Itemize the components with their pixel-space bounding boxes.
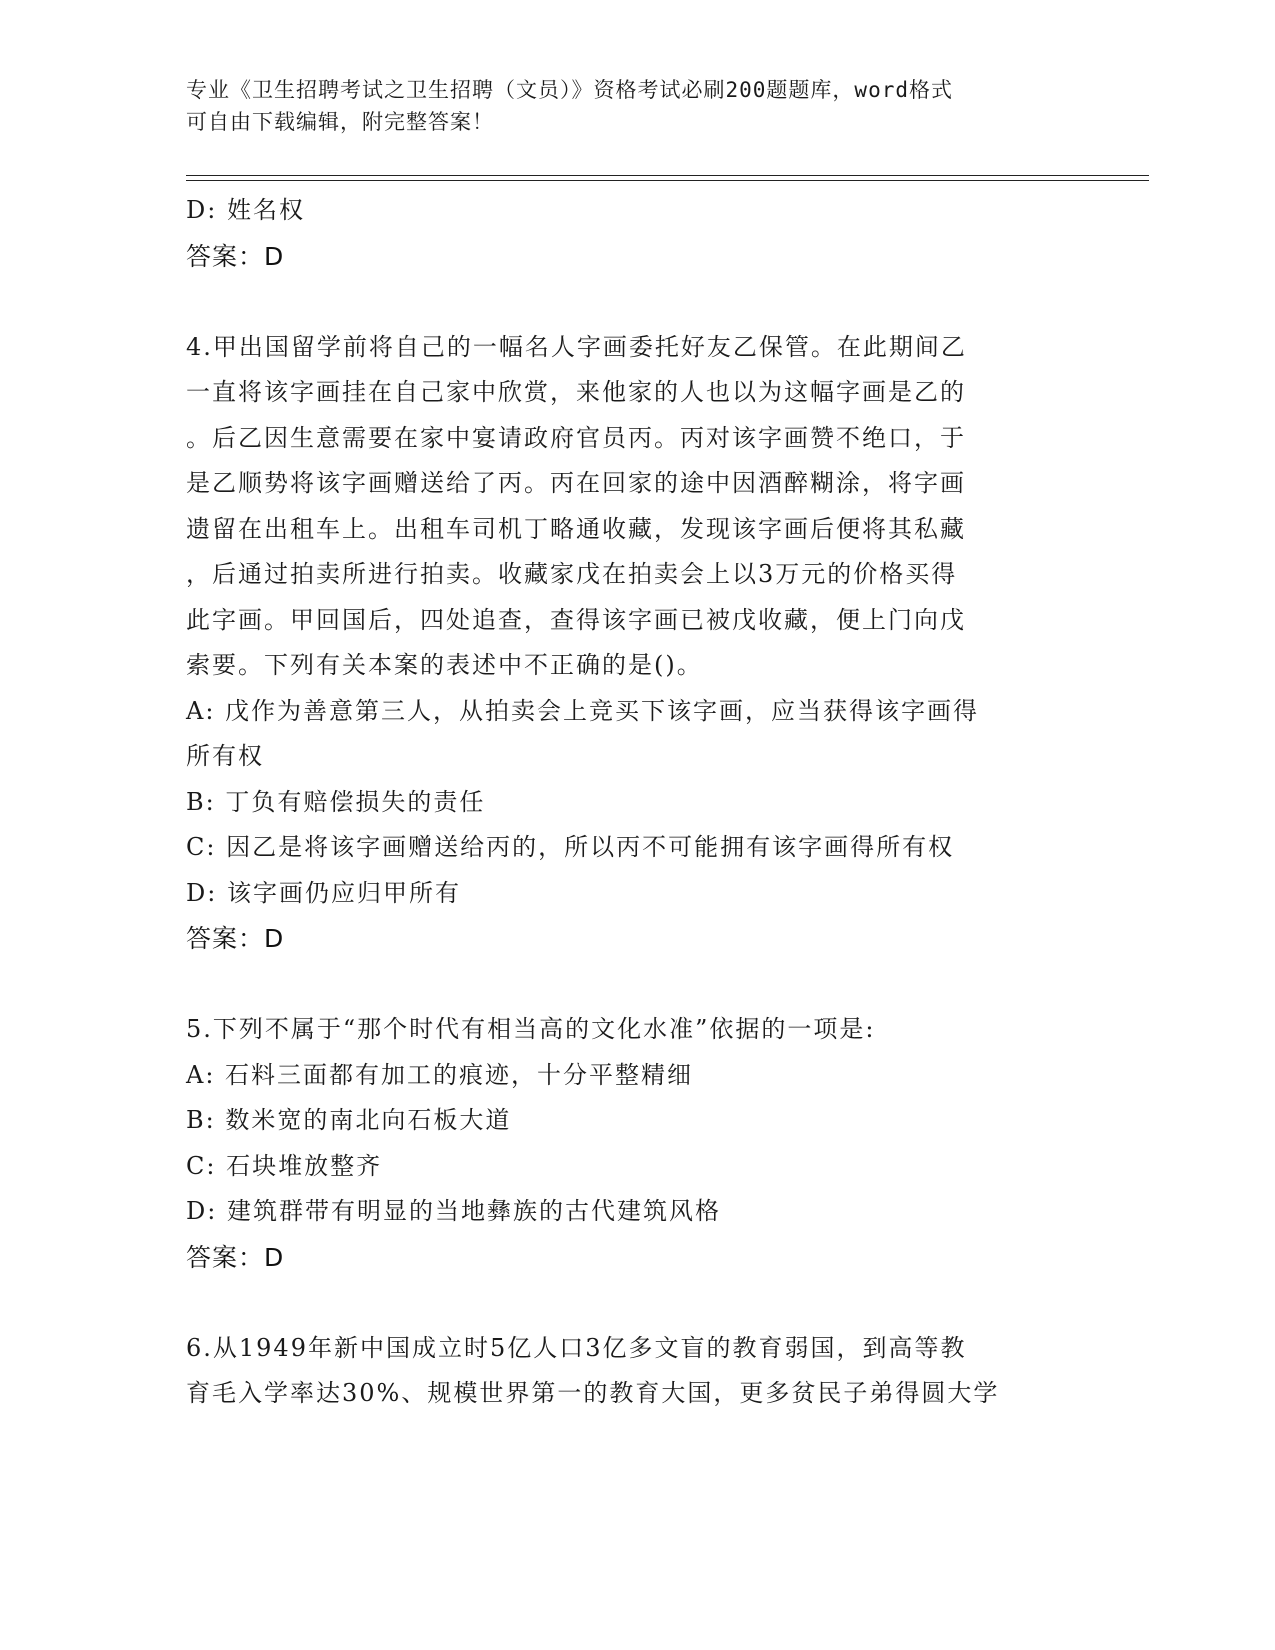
header-line-2: 可自由下载编辑，附完整答案！ <box>186 110 494 134</box>
q4-stem-line: 。后乙因生意需要在家中宴请政府官员丙。丙对该字画赞不绝口，于 <box>186 423 966 452</box>
q6-stem-line: 6.从1949年新中国成立时5亿人口3亿多文盲的教育弱国，到高等教 <box>186 1333 967 1362</box>
q4-stem-line: 索要。下列有关本案的表述中不正确的是()。 <box>186 651 703 679</box>
question-4 <box>186 325 1086 962</box>
q4-stem-line: 此字画。甲回国后，四处追查，查得该字画已被戊收藏，便上门向戊 <box>186 605 966 634</box>
q6-stem-line: 育毛入学率达30%、规模世界第一的教育大国，更多贫民子弟得圆大学 <box>186 1379 1000 1407</box>
question-5 <box>186 1007 1086 1280</box>
q4-stem-line: 是乙顺势将该字画赠送给了丙。丙在回家的途中因酒醉糊涂，将字画 <box>186 469 966 497</box>
q3-option-d: D: 姓名权 <box>186 196 305 224</box>
q3-answer: 答案：D <box>186 241 285 271</box>
q4-option-a: A: 戊作为善意第三人，从拍卖会上竞买下该字画，应当获得该字画得 <box>186 696 980 725</box>
q4-option-d: D: 该字画仍应归甲所有 <box>186 878 461 907</box>
document-header <box>186 74 1066 138</box>
q5-stem: 5.下列不属于“那个时代有相当高的文化水准”依据的一项是: <box>186 1015 876 1043</box>
q5-option-a: A: 石料三面都有加工的痕迹，十分平整精细 <box>186 1060 694 1089</box>
q5-answer: 答案：D <box>186 1242 285 1272</box>
question-6 <box>186 1326 1086 1417</box>
spacer <box>186 279 1086 325</box>
q4-stem-line: 一直将该字画挂在自己家中欣赏，来他家的人也以为这幅字画是乙的 <box>186 378 966 406</box>
document-body <box>186 188 1086 1417</box>
q4-stem-line: ，后通过拍卖所进行拍卖。收藏家戊在拍卖会上以3万元的价格买得 <box>186 560 958 588</box>
q4-option-a-continued: 所有权 <box>186 742 264 770</box>
header-divider-top <box>186 175 1149 176</box>
q4-option-b: B: 丁负有赔偿损失的责任 <box>186 787 486 816</box>
q5-option-c: C: 石块堆放整齐 <box>186 1151 383 1180</box>
q5-option-b: B: 数米宽的南北向石板大道 <box>186 1106 512 1134</box>
q4-option-c: C: 因乙是将该字画赠送给丙的，所以丙不可能拥有该字画得所有权 <box>186 833 955 861</box>
q4-stem-line: 4.甲出国留学前将自己的一幅名人字画委托好友乙保管。在此期间乙 <box>186 332 967 361</box>
header-divider-bottom <box>186 180 1149 181</box>
q4-answer: 答案：D <box>186 924 285 953</box>
q5-option-d: D: 建筑群带有明显的当地彝族的古代建筑风格 <box>186 1197 721 1225</box>
spacer <box>186 1280 1086 1326</box>
header-line-1: 专业《卫生招聘考试之卫生招聘（文员）》资格考试必刷200题题库，word格式 <box>186 78 953 102</box>
spacer <box>186 962 1086 1008</box>
q4-stem-line: 遗留在出租车上。出租车司机丁略通收藏，发现该字画后便将其私藏 <box>186 514 966 543</box>
